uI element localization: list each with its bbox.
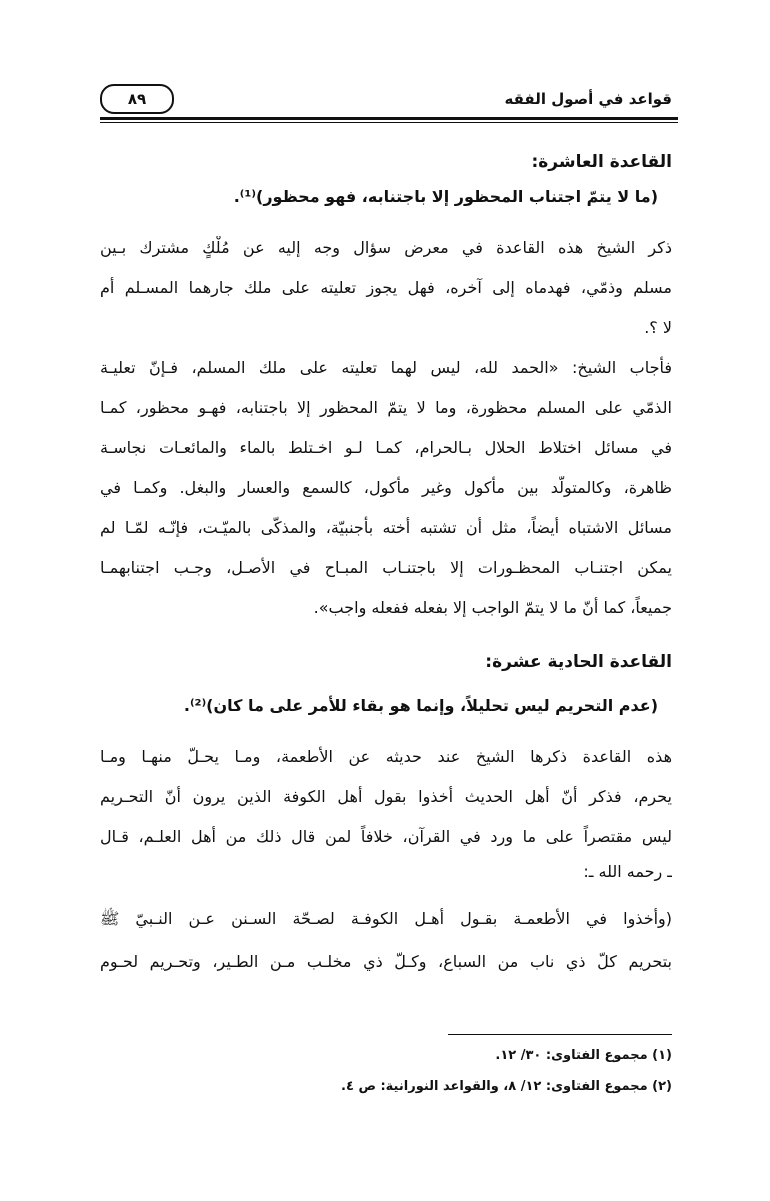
paragraph-line: يمكن اجتنـاب المحظـورات إلا باجتنـاب المبـاح في الأصـل، وجـب اجتنابهمـا: [100, 558, 672, 577]
quote-line: (وأخذوا في الأطعمـة بقـول أهـل الكوفـة لصـحّة السـنن عـن النـبيّ ﷺ: [100, 909, 672, 928]
paragraph-line: ـ رحمه الله ـ:: [583, 862, 672, 881]
footnote-separator: [448, 1034, 672, 1035]
paragraph-line: هذه القاعدة ذكرها الشيخ عند حديثه عن الأطعمة، ومـا يحـلّ منهـا ومـا: [100, 747, 672, 766]
quote-line: بتحريم كلّ ذي ناب من السباع، وكـلّ ذي مخلـب مـن الطـير، وتحـريم لحـوم: [100, 952, 672, 971]
section-heading: القاعدة العاشرة:: [531, 152, 672, 172]
header-rule-thin: [100, 122, 678, 123]
footnote-2: (٢) مجموع الفتاوى: ١٢/ ٨، والقواعد النورانية: ص ٤.: [341, 1079, 672, 1094]
paragraph-line: مسائل الاشتباه أيضاً، مثل أن تشتبه أخته بأجنبيّة، والمذكّى بالميّـت، فإنّـه لمّـا لم: [100, 518, 672, 537]
header-rule-thick: [100, 117, 678, 120]
paragraph-line: جميعاً، كما أنّ ما لا يتمّ الواجب إلا بفعله ففعله واجب».: [313, 598, 672, 617]
paragraph-line: في مسائل اختلاط الحلال بـالحرام، كمـا لـو اخـتلط بالماء والمائعـات نجاسـة: [100, 438, 672, 457]
paragraph-line: لا ؟.: [644, 318, 672, 337]
paragraph-line: ذكر الشيخ هذه القاعدة في معرض سؤال وجه إليه عن مُلْكٍ مشترك بـين: [100, 238, 672, 257]
paragraph-line: فأجاب الشيخ: «الحمد لله، ليس لهما تعليته على ملك المسلم، فـإنّ تعليـة: [100, 358, 672, 377]
paragraph-line: الذمّي على المسلم محظورة، وما لا يتمّ المحظور إلا باجتنابه، فهـو محظور، كمـا: [100, 398, 672, 417]
rule-statement: (ما لا يتمّ اجتناب المحظور إلا باجتنابه، فهو محظور)⁽¹⁾.: [233, 187, 658, 206]
paragraph-line: ظاهرة، وكالمتولّد بين مأكول وغير مأكول، كالسمع والعسار والبغل. وكمـا في: [100, 478, 672, 497]
page-number: ٨٩: [100, 84, 174, 114]
running-title: قواعد في أصول الفقه: [504, 90, 672, 108]
paragraph-line: مسلم وذمّي، فهدماه إلى آخره، فهل يجوز تعليته على ملك جارهما المسـلم أم: [100, 278, 672, 297]
paragraph-line: ليس مقتصراً على ما ورد في القرآن، خلافاً لمن قال ذلك من أهل العلـم، قـال: [100, 827, 672, 846]
paragraph-line: يحرم، فذكر أنّ أهل الحديث أخذوا بقول أهل الكوفة الذين يرون أنّ التحـريم: [100, 787, 672, 806]
footnote-1: (١) مجموع الفتاوى: ٣٠/ ١٢.: [495, 1048, 672, 1063]
section-heading: القاعدة الحادية عشرة:: [485, 652, 672, 672]
rule-statement: (عدم التحريم ليس تحليلاً، وإنما هو بقاء للأمر على ما كان)⁽²⁾.: [183, 696, 658, 715]
